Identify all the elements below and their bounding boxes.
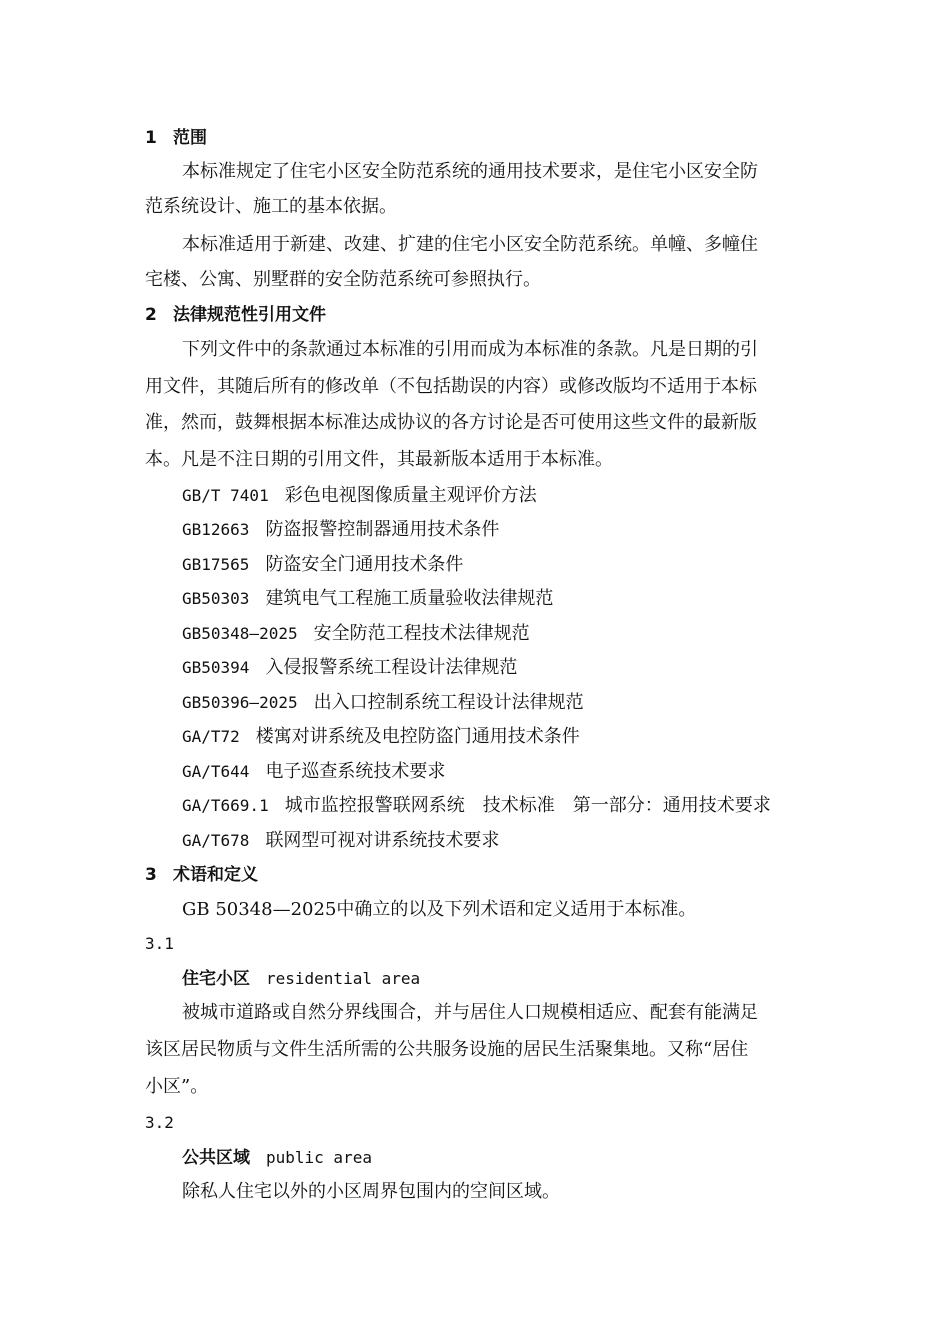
term-3-1-number: 3.1 bbox=[145, 934, 174, 953]
term-3-1-definition-line-1: 被城市道路或自然分界线围合，并与居住人口规模相适应、配套有能满足 bbox=[182, 1002, 758, 1023]
reference-code: GB17565 bbox=[182, 555, 250, 574]
reference-title: 建筑电气工程施工质量验收法律规范 bbox=[265, 588, 554, 609]
reference-item bbox=[182, 760, 445, 784]
terms-intro: GB 50348—2025中确立的以及下列术语和定义适用于本标准。 bbox=[182, 899, 697, 920]
reference-code: GB50303 bbox=[182, 589, 250, 608]
reference-item bbox=[182, 553, 463, 577]
term-3-2-zh: 公共区域 bbox=[182, 1148, 250, 1168]
reference-title: 彩色电视图像质量主观评价方法 bbox=[284, 485, 537, 506]
reference-title: 安全防范工程技术法律规范 bbox=[313, 623, 530, 644]
references-paragraph-line-4: 本。凡是不注日期的引用文件，其最新版本适用于本标准。 bbox=[145, 449, 613, 470]
term-3-2-heading bbox=[182, 1146, 372, 1170]
reference-code: GB/T 7401 bbox=[182, 486, 269, 505]
reference-title: 楼寓对讲系统及电控防盗门通用技术条件 bbox=[255, 726, 580, 747]
section-2-title: 法律规范性引用文件 bbox=[173, 305, 326, 325]
section-2-number: 2 bbox=[145, 305, 157, 325]
section-3-heading bbox=[145, 863, 258, 887]
section-3-number: 3 bbox=[145, 865, 157, 885]
reference-title: 城市监控报警联网系统 技术标准 第一部分：通用技术要求 bbox=[284, 795, 771, 816]
reference-item bbox=[182, 829, 499, 853]
term-3-2-number: 3.2 bbox=[145, 1113, 174, 1132]
term-3-1-heading bbox=[182, 967, 420, 991]
reference-item bbox=[182, 725, 580, 749]
scope-paragraph-2-line-2: 宅楼、公寓、别墅群的安全防范系统可参照执行。 bbox=[145, 269, 541, 290]
term-3-1-zh: 住宅小区 bbox=[182, 969, 250, 989]
term-3-1-definition-line-2: 该区居民物质与文件生活所需的公共服务设施的居民生活聚集地。又称“居住 bbox=[145, 1039, 749, 1060]
reference-item bbox=[182, 518, 499, 542]
reference-code: GA/T72 bbox=[182, 727, 240, 746]
reference-code: GB50394 bbox=[182, 658, 250, 677]
reference-title: 防盗报警控制器通用技术条件 bbox=[265, 519, 500, 540]
reference-item bbox=[182, 484, 537, 508]
term-3-2-definition-line-1: 除私人住宅以外的小区周界包围内的空间区域。 bbox=[182, 1181, 560, 1202]
section-1-title: 范围 bbox=[173, 128, 207, 148]
reference-code: GA/T644 bbox=[182, 762, 250, 781]
reference-title: 电子巡查系统技术要求 bbox=[265, 761, 446, 782]
references-paragraph-line-2: 用文件，其随后所有的修改单（不包括勘误的内容）或修改版均不适用于本标 bbox=[145, 376, 757, 397]
term-3-1-definition-line-3: 小区”。 bbox=[145, 1076, 209, 1097]
term-3-2-en: public area bbox=[266, 1148, 372, 1167]
reference-item bbox=[182, 691, 584, 715]
reference-item bbox=[182, 622, 530, 646]
reference-item bbox=[182, 587, 553, 611]
reference-title: 出入口控制系统工程设计法律规范 bbox=[313, 692, 584, 713]
reference-title: 防盗安全门通用技术条件 bbox=[265, 554, 464, 575]
reference-item bbox=[182, 794, 771, 818]
reference-code: GB12663 bbox=[182, 520, 250, 539]
section-2-heading bbox=[145, 303, 326, 327]
reference-code: GA/T678 bbox=[182, 831, 250, 850]
section-1-number: 1 bbox=[145, 128, 157, 148]
reference-item bbox=[182, 656, 517, 680]
scope-paragraph-1-line-2: 范系统设计、施工的基本依据。 bbox=[145, 196, 397, 217]
reference-title: 入侵报警系统工程设计法律规范 bbox=[265, 657, 518, 678]
scope-paragraph-2-line-1: 本标准适用于新建、改建、扩建的住宅小区安全防范系统。单幢、多幢住 bbox=[182, 234, 758, 255]
references-paragraph-line-1: 下列文件中的条款通过本标准的引用而成为本标准的条款。凡是日期的引 bbox=[182, 339, 758, 360]
scope-paragraph-1-line-1: 本标准规定了住宅小区安全防范系统的通用技术要求，是住宅小区安全防 bbox=[182, 161, 758, 182]
reference-code: GA/T669.1 bbox=[182, 796, 269, 815]
reference-code: GB50348—2025 bbox=[182, 624, 298, 643]
term-3-1-en: residential area bbox=[266, 969, 421, 988]
section-1-heading bbox=[145, 126, 207, 150]
references-paragraph-line-3: 准，然而，鼓舞根据本标准达成协议的各方讨论是否可使用这些文件的最新版 bbox=[145, 412, 757, 433]
reference-title: 联网型可视对讲系统技术要求 bbox=[265, 830, 500, 851]
reference-code: GB50396—2025 bbox=[182, 693, 298, 712]
section-3-title: 术语和定义 bbox=[173, 865, 258, 885]
